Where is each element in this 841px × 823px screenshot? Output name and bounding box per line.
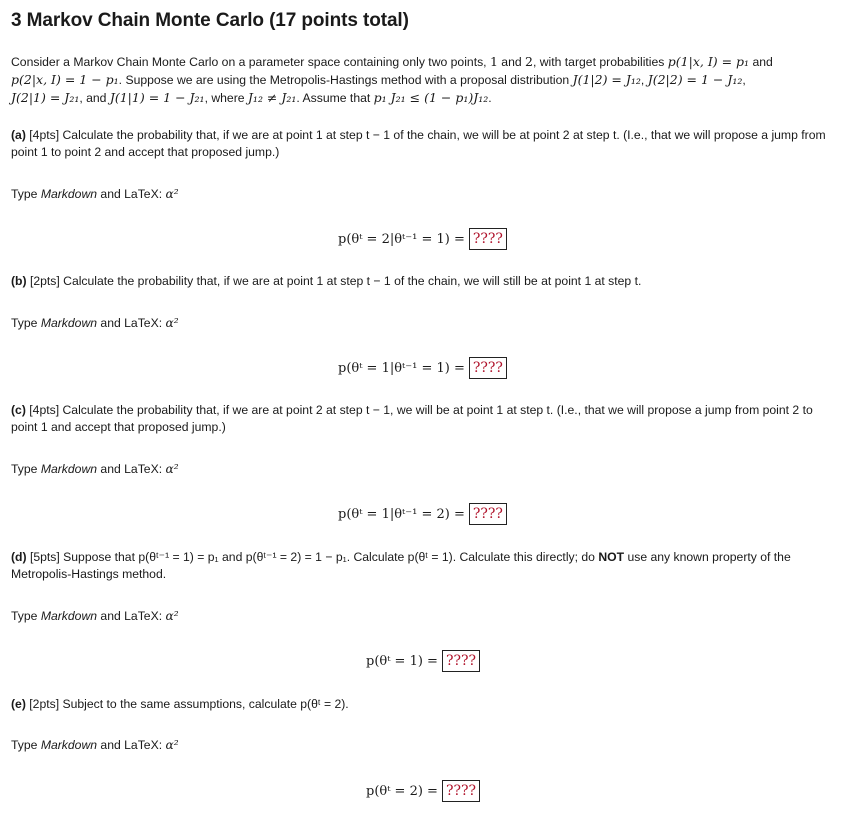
part-e-question xyxy=(11,696,837,713)
part-b-equation xyxy=(338,357,507,379)
hint-text: Type xyxy=(11,738,41,752)
part-c-equation xyxy=(338,503,507,525)
part-text: [4pts] Calculate the probability that, if we are at point 2 at step t − 1, we will be at point 1 at step t. (I.e., that we will propose a jump from point 2 to point 1 and accept that proposed jump.) xyxy=(11,403,813,434)
equation-lhs: p(θᵗ = 2) = xyxy=(366,783,438,799)
hint-alpha: α² xyxy=(165,462,179,476)
intro-point-1: 1 xyxy=(489,54,498,69)
part-text: [2pts] Calculate the probability that, if we are at point 1 at step t − 1 of the chain, we will still be at point 1 at step t. xyxy=(26,274,642,288)
equation-lhs: p(θᵗ = 2|θᵗ⁻¹ = 1) = xyxy=(338,231,465,247)
intro-paragraph xyxy=(11,53,837,107)
hint-text: Type xyxy=(11,316,41,330)
proposal-j11-math: J(1|1) = 1 − J₂₁ xyxy=(109,90,205,105)
part-a-question xyxy=(11,127,837,161)
equation-lhs: p(θᵗ = 1) = xyxy=(366,653,438,669)
part-d-answer-box[interactable]: ???? xyxy=(442,650,480,672)
answer-type-hint xyxy=(11,462,179,476)
hint-alpha: α² xyxy=(165,609,179,623)
hint-markdown: Markdown xyxy=(40,462,98,476)
part-a-answer-box[interactable]: ???? xyxy=(469,228,507,250)
intro-text: , xyxy=(742,73,746,87)
intro-text: and xyxy=(749,55,773,69)
part-label: (b) xyxy=(11,274,27,288)
part-text: use any known property of the Metropolis-Hastings method. xyxy=(11,550,791,581)
intro-point-2: 2 xyxy=(525,54,533,69)
part-b-answer-box[interactable]: ???? xyxy=(469,357,507,379)
intro-text: . Suppose we are using the Metropolis-Hastings method with a proposal distribution xyxy=(118,73,573,87)
part-e-answer-box[interactable]: ???? xyxy=(442,780,480,802)
part-b-question xyxy=(11,273,837,290)
intro-text: . xyxy=(488,91,492,105)
part-label: (d) xyxy=(11,550,27,564)
equation-lhs: p(θᵗ = 1|θᵗ⁻¹ = 1) = xyxy=(338,360,465,376)
answer-type-hint xyxy=(11,609,179,623)
hint-text: Type xyxy=(11,187,41,201)
part-text: [2pts] Subject to the same assumptions, calculate p(θᵗ = 2). xyxy=(25,697,349,711)
proposal-j12-math: J(1|2) = J₁₂ xyxy=(572,72,641,87)
hint-alpha: α² xyxy=(165,738,179,752)
hint-markdown: Markdown xyxy=(40,738,98,752)
hint-text: and LaTeX: xyxy=(97,609,166,623)
part-d-question xyxy=(11,549,837,583)
answer-type-hint xyxy=(11,316,179,330)
intro-text: , with target probabilities xyxy=(532,55,668,69)
part-d-equation xyxy=(366,650,480,672)
hint-alpha: α² xyxy=(165,316,179,330)
proposal-j21-math: J(2|1) = J₂₁ xyxy=(11,90,80,105)
intro-text: Consider a Markov Chain Monte Carlo on a parameter space containing only two points, xyxy=(11,55,490,69)
part-text: [5pts] Suppose that p(θᵗ⁻¹ = 1) = p₁ and p(θᵗ⁻¹ = 2) = 1 − p₁. Calculate p(θᵗ = 1). Calculate this directly; do xyxy=(26,550,599,564)
intro-text: and xyxy=(497,55,526,69)
part-a-equation xyxy=(338,228,507,250)
hint-text: and LaTeX: xyxy=(97,316,166,330)
intro-text: . Assume that xyxy=(296,91,374,105)
hint-markdown: Markdown xyxy=(40,187,98,201)
hint-text: and LaTeX: xyxy=(97,738,166,752)
part-c-question xyxy=(11,402,837,436)
part-label: (a) xyxy=(11,128,26,142)
part-e-equation xyxy=(366,780,480,802)
answer-type-hint xyxy=(11,187,179,201)
hint-alpha: α² xyxy=(165,187,179,201)
hint-text: Type xyxy=(11,609,41,623)
hint-text: and LaTeX: xyxy=(97,187,166,201)
hint-markdown: Markdown xyxy=(40,609,98,623)
assumption-math: p₁ J₂₁ ≤ (1 − p₁)J₁₂ xyxy=(373,90,489,105)
answer-type-hint xyxy=(11,738,179,752)
part-text-emphasis: NOT xyxy=(598,550,625,564)
part-label: (e) xyxy=(11,697,26,711)
intro-text: , where xyxy=(204,91,248,105)
part-text: [4pts] Calculate the probability that, if we are at point 1 at step t − 1 of the chain, we will be at point 2 at step t. (I.e., that we will propose a jump from point 1 to point 2 and accept that proposed jump.) xyxy=(11,128,826,159)
part-c-answer-box[interactable]: ???? xyxy=(469,503,507,525)
target-prob-2-math: p(2|x, I) = 1 − p₁ xyxy=(11,72,119,87)
asymmetry-math: J₁₂ ≠ J₂₁ xyxy=(247,90,297,105)
hint-text: Type xyxy=(11,462,41,476)
part-label: (c) xyxy=(11,403,26,417)
equation-lhs: p(θᵗ = 1|θᵗ⁻¹ = 2) = xyxy=(338,506,465,522)
hint-markdown: Markdown xyxy=(40,316,98,330)
section-title: 3 Markov Chain Monte Carlo (17 points total) xyxy=(11,10,409,31)
target-prob-1-math: p(1|x, I) = p₁ xyxy=(667,54,750,69)
intro-text: , xyxy=(640,73,648,87)
intro-text: , and xyxy=(79,91,110,105)
hint-text: and LaTeX: xyxy=(97,462,166,476)
proposal-j22-math: J(2|2) = 1 − J₁₂ xyxy=(647,72,743,87)
